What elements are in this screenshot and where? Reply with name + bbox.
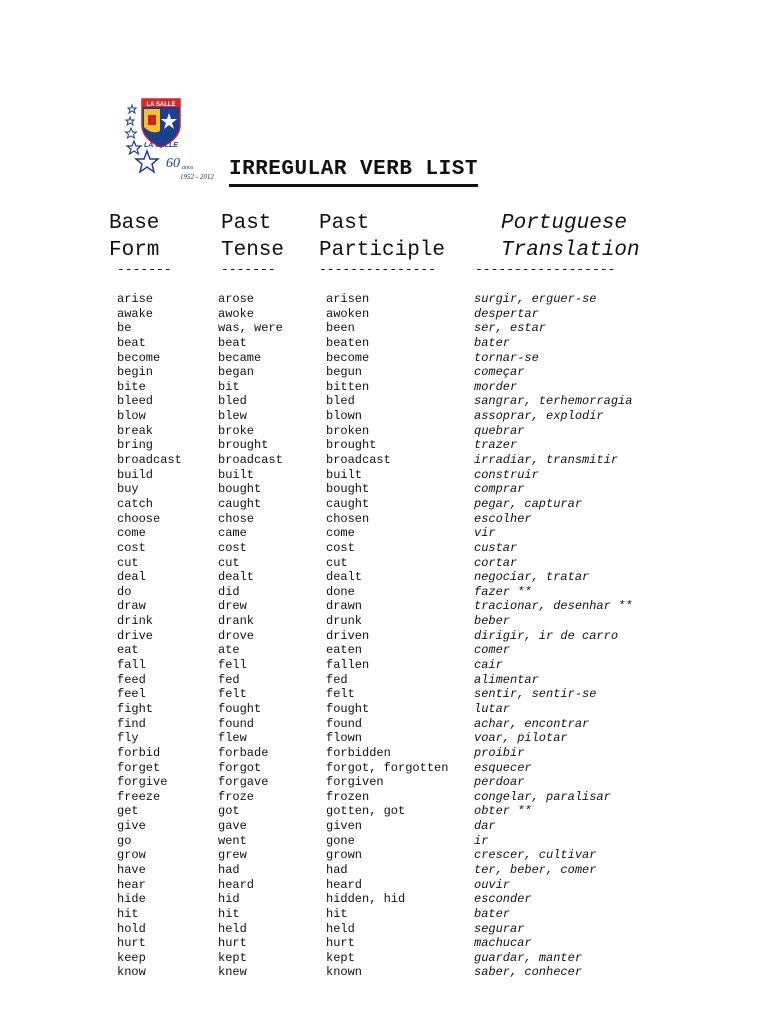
base-form-cell: find [117, 716, 146, 731]
past-tense-cell: began [218, 365, 255, 380]
base-form-cell: hear [117, 877, 146, 892]
base-form-cell: beat [117, 335, 146, 350]
translation-cell: bater [474, 906, 511, 921]
translation-cell: perdoar [474, 775, 525, 790]
translation-cell: vir [474, 526, 496, 541]
base-form-cell: arise [117, 292, 154, 306]
header-past-participle: Past Participle [319, 212, 446, 262]
translation-cell: congelar, paralisar [474, 789, 611, 804]
table-row [0, 629, 768, 644]
header-portuguese-translation: Portuguese Translation [501, 212, 640, 262]
table-row [0, 878, 768, 893]
translation-cell: irradiar, transmitir [474, 453, 619, 468]
table-row [0, 936, 768, 951]
base-form-cell: fight [117, 701, 154, 716]
past-tense-cell: forbade [218, 745, 269, 760]
table-row [0, 512, 768, 527]
table-row [0, 424, 768, 439]
table-row [0, 409, 768, 424]
table-row [0, 965, 768, 980]
translation-cell: tornar-se [474, 350, 539, 365]
past-participle-cell: dealt [326, 570, 363, 585]
past-tense-cell: caught [218, 496, 262, 511]
base-form-cell: awake [117, 306, 154, 321]
past-tense-cell: found [218, 716, 255, 731]
past-participle-cell: driven [326, 628, 370, 643]
translation-cell: comer [474, 643, 511, 658]
table-row [0, 482, 768, 497]
past-participle-cell: chosen [326, 511, 370, 526]
past-tense-cell: hit [218, 906, 240, 921]
past-participle-cell: felt [326, 687, 355, 702]
past-participle-cell: cut [326, 555, 348, 570]
past-participle-cell: frozen [326, 789, 370, 804]
divider-base: ------- [117, 262, 172, 277]
base-form-cell: freeze [117, 789, 161, 804]
past-participle-cell: hit [326, 906, 348, 921]
table-row [0, 468, 768, 483]
past-tense-cell: bled [218, 394, 247, 409]
past-tense-cell: hid [218, 892, 240, 907]
past-tense-cell: drew [218, 599, 247, 614]
past-tense-cell: chose [218, 511, 255, 526]
translation-cell: cair [474, 658, 503, 673]
translation-cell: trazer [474, 438, 518, 453]
past-tense-cell: was, were [218, 321, 283, 336]
table-row [0, 922, 768, 937]
past-participle-cell: eaten [326, 643, 363, 658]
table-row [0, 438, 768, 453]
base-form-cell: forget [117, 760, 161, 775]
past-tense-cell: blew [218, 409, 247, 424]
table-row [0, 497, 768, 512]
table-row [0, 570, 768, 585]
verb-table [0, 292, 768, 980]
translation-cell: achar, encontrar [474, 716, 590, 731]
base-form-cell: know [117, 965, 146, 980]
header-past-tense: Past Tense [221, 212, 285, 262]
base-form-cell: eat [117, 643, 139, 658]
base-form-cell: cost [117, 540, 146, 555]
past-participle-cell: forgiven [326, 775, 384, 790]
base-form-cell: drink [117, 614, 154, 629]
base-form-cell: feed [117, 672, 146, 687]
past-tense-cell: gave [218, 819, 247, 834]
table-row [0, 541, 768, 556]
past-tense-cell: fell [218, 658, 247, 673]
past-participle-cell: drunk [326, 614, 363, 629]
translation-cell: segurar [474, 921, 525, 936]
base-form-cell: deal [117, 570, 146, 585]
table-row [0, 702, 768, 717]
logo-years: 1952 - 2012 [180, 173, 214, 181]
table-row [0, 585, 768, 600]
table-row [0, 892, 768, 907]
past-tense-cell: hurt [218, 936, 247, 951]
past-participle-cell: broadcast [326, 453, 391, 468]
table-row [0, 321, 768, 336]
translation-cell: esconder [474, 892, 532, 907]
past-tense-cell: got [218, 804, 240, 819]
past-tense-cell: came [218, 526, 247, 541]
translation-cell: tracionar, desenhar ** [474, 599, 633, 614]
base-form-cell: build [117, 467, 154, 482]
base-form-cell: get [117, 804, 139, 819]
base-form-cell: fall [117, 658, 146, 673]
past-participle-cell: fallen [326, 658, 370, 673]
past-tense-cell: dealt [218, 570, 255, 585]
past-participle-cell: built [326, 467, 363, 482]
past-tense-cell: drove [218, 628, 255, 643]
base-form-cell: draw [117, 599, 146, 614]
past-tense-cell: fought [218, 701, 262, 716]
past-tense-cell: knew [218, 965, 247, 980]
translation-cell: sangrar, terhemorragia [474, 394, 633, 409]
translation-cell: custar [474, 540, 518, 555]
page-title: IRREGULAR VERB LIST [229, 158, 478, 187]
past-tense-cell: beat [218, 335, 247, 350]
logo-brand-top: LA SALLE [146, 102, 176, 108]
past-participle-cell: cost [326, 540, 355, 555]
la-salle-logo [122, 95, 232, 185]
translation-cell: escolher [474, 511, 532, 526]
translation-cell: construir [474, 467, 539, 482]
past-participle-cell: flown [326, 731, 363, 746]
past-participle-cell: come [326, 526, 355, 541]
table-row [0, 717, 768, 732]
translation-cell: saber, conhecer [474, 965, 583, 980]
base-form-cell: go [117, 833, 132, 848]
past-participle-cell: forgot, forgotten [326, 760, 449, 775]
translation-cell: surgir, erguer-se [474, 292, 597, 306]
table-row [0, 951, 768, 966]
base-form-cell: hold [117, 921, 146, 936]
past-participle-cell: held [326, 921, 355, 936]
base-form-cell: do [117, 584, 132, 599]
translation-cell: morder [474, 379, 518, 394]
translation-cell: guardar, manter [474, 950, 583, 965]
past-tense-cell: grew [218, 848, 247, 863]
past-participle-cell: given [326, 819, 363, 834]
past-participle-cell: known [326, 965, 363, 980]
base-form-cell: bite [117, 379, 146, 394]
base-form-cell: become [117, 350, 161, 365]
table-row [0, 658, 768, 673]
past-participle-cell: heard [326, 877, 363, 892]
table-row [0, 643, 768, 658]
divider-past: ------- [221, 262, 276, 277]
past-tense-cell: cut [218, 555, 240, 570]
table-row [0, 336, 768, 351]
past-tense-cell: held [218, 921, 247, 936]
past-tense-cell: awoke [218, 306, 255, 321]
past-participle-cell: bought [326, 482, 370, 497]
past-tense-cell: cost [218, 540, 247, 555]
past-tense-cell: kept [218, 950, 247, 965]
past-tense-cell: built [218, 467, 255, 482]
table-row [0, 380, 768, 395]
translation-cell: começar [474, 365, 525, 380]
past-tense-cell: forgave [218, 775, 269, 790]
table-row [0, 351, 768, 366]
past-participle-cell: become [326, 350, 370, 365]
translation-cell: machucar [474, 936, 532, 951]
past-participle-cell: had [326, 862, 348, 877]
table-row [0, 907, 768, 922]
table-row [0, 556, 768, 571]
past-tense-cell: went [218, 833, 247, 848]
past-participle-cell: drawn [326, 599, 363, 614]
logo-anniversary-word: anos [182, 165, 194, 171]
translation-cell: alimentar [474, 672, 539, 687]
table-row [0, 614, 768, 629]
divider-participle: --------------- [319, 262, 437, 277]
past-tense-cell: ate [218, 643, 240, 658]
translation-cell: voar, pilotar [474, 731, 568, 746]
past-tense-cell: flew [218, 731, 247, 746]
past-tense-cell: bought [218, 482, 262, 497]
translation-cell: comprar [474, 482, 525, 497]
past-participle-cell: fought [326, 701, 370, 716]
translation-cell: negociar, tratar [474, 570, 590, 585]
base-form-cell: bleed [117, 394, 154, 409]
base-form-cell: forbid [117, 745, 161, 760]
past-participle-cell: hurt [326, 936, 355, 951]
table-row [0, 761, 768, 776]
base-form-cell: keep [117, 950, 146, 965]
past-participle-cell: done [326, 584, 355, 599]
translation-cell: esquecer [474, 760, 532, 775]
table-row [0, 394, 768, 409]
past-participle-cell: caught [326, 496, 370, 511]
translation-cell: beber [474, 614, 511, 629]
base-form-cell: cut [117, 555, 139, 570]
past-tense-cell: froze [218, 789, 255, 804]
past-tense-cell: arose [218, 292, 255, 306]
base-form-cell: begin [117, 365, 154, 380]
past-participle-cell: gone [326, 833, 355, 848]
past-participle-cell: brought [326, 438, 377, 453]
logo-anniversary: 60 [166, 156, 180, 171]
past-participle-cell: awoken [326, 306, 370, 321]
base-form-cell: have [117, 862, 146, 877]
past-participle-cell: broken [326, 423, 370, 438]
past-tense-cell: forgot [218, 760, 262, 775]
translation-cell: bater [474, 335, 511, 350]
past-participle-cell: been [326, 321, 355, 336]
past-tense-cell: did [218, 584, 240, 599]
past-participle-cell: bled [326, 394, 355, 409]
base-form-cell: blow [117, 409, 146, 424]
translation-cell: sentir, sentir-se [474, 687, 597, 702]
base-form-cell: come [117, 526, 146, 541]
past-tense-cell: broke [218, 423, 255, 438]
translation-cell: ser, estar [474, 321, 547, 336]
past-participle-cell: gotten, got [326, 804, 406, 819]
base-form-cell: buy [117, 482, 139, 497]
table-row [0, 790, 768, 805]
translation-cell: proibir [474, 745, 525, 760]
divider-translation: ------------------ [475, 262, 616, 277]
table-row [0, 365, 768, 380]
past-participle-cell: hidden, hid [326, 892, 406, 907]
past-tense-cell: drank [218, 614, 255, 629]
table-row [0, 673, 768, 688]
table-row [0, 731, 768, 746]
table-row [0, 687, 768, 702]
past-participle-cell: beaten [326, 335, 370, 350]
base-form-cell: hide [117, 892, 146, 907]
table-row [0, 526, 768, 541]
past-participle-cell: found [326, 716, 363, 731]
translation-cell: lutar [474, 701, 511, 716]
translation-cell: despertar [474, 306, 539, 321]
past-participle-cell: fed [326, 672, 348, 687]
table-row [0, 307, 768, 322]
table-row [0, 453, 768, 468]
past-participle-cell: forbidden [326, 745, 391, 760]
past-tense-cell: fed [218, 672, 240, 687]
base-form-cell: grow [117, 848, 146, 863]
table-row [0, 599, 768, 614]
base-form-cell: drive [117, 628, 154, 643]
translation-cell: dirigir, ir de carro [474, 628, 619, 643]
past-participle-cell: blown [326, 409, 363, 424]
translation-cell: ouvir [474, 877, 511, 892]
base-form-cell: choose [117, 511, 161, 526]
table-row [0, 775, 768, 790]
translation-cell: fazer ** [474, 584, 532, 599]
base-form-cell: catch [117, 496, 154, 511]
base-form-cell: broadcast [117, 453, 182, 468]
past-participle-cell: begun [326, 365, 363, 380]
past-tense-cell: brought [218, 438, 269, 453]
base-form-cell: give [117, 819, 146, 834]
logo-brand-side: LA SALLE [144, 142, 178, 149]
past-tense-cell: had [218, 862, 240, 877]
base-form-cell: bring [117, 438, 154, 453]
past-tense-cell: heard [218, 877, 255, 892]
base-form-cell: be [117, 321, 132, 336]
past-participle-cell: bitten [326, 379, 370, 394]
translation-cell: quebrar [474, 423, 525, 438]
table-row [0, 804, 768, 819]
table-row [0, 746, 768, 761]
past-participle-cell: grown [326, 848, 363, 863]
translation-cell: pegar, capturar [474, 496, 583, 511]
translation-cell: ir [474, 833, 489, 848]
table-row [0, 848, 768, 863]
past-tense-cell: broadcast [218, 453, 283, 468]
table-row [0, 819, 768, 834]
past-tense-cell: felt [218, 687, 247, 702]
base-form-cell: feel [117, 687, 146, 702]
header-base-form: Base Form [109, 212, 160, 262]
base-form-cell: fly [117, 731, 139, 746]
translation-cell: ter, beber, comer [474, 862, 597, 877]
translation-cell: dar [474, 819, 496, 834]
past-participle-cell: kept [326, 950, 355, 965]
table-row [0, 292, 768, 307]
base-form-cell: hurt [117, 936, 146, 951]
base-form-cell: hit [117, 906, 139, 921]
translation-cell: crescer, cultivar [474, 848, 597, 863]
translation-cell: obter ** [474, 804, 532, 819]
translation-cell: cortar [474, 555, 518, 570]
translation-cell: assoprar, explodir [474, 409, 604, 424]
base-form-cell: break [117, 423, 154, 438]
table-row [0, 834, 768, 849]
past-tense-cell: bit [218, 379, 240, 394]
table-row [0, 863, 768, 878]
past-tense-cell: became [218, 350, 262, 365]
past-participle-cell: arisen [326, 292, 370, 306]
base-form-cell: forgive [117, 775, 168, 790]
